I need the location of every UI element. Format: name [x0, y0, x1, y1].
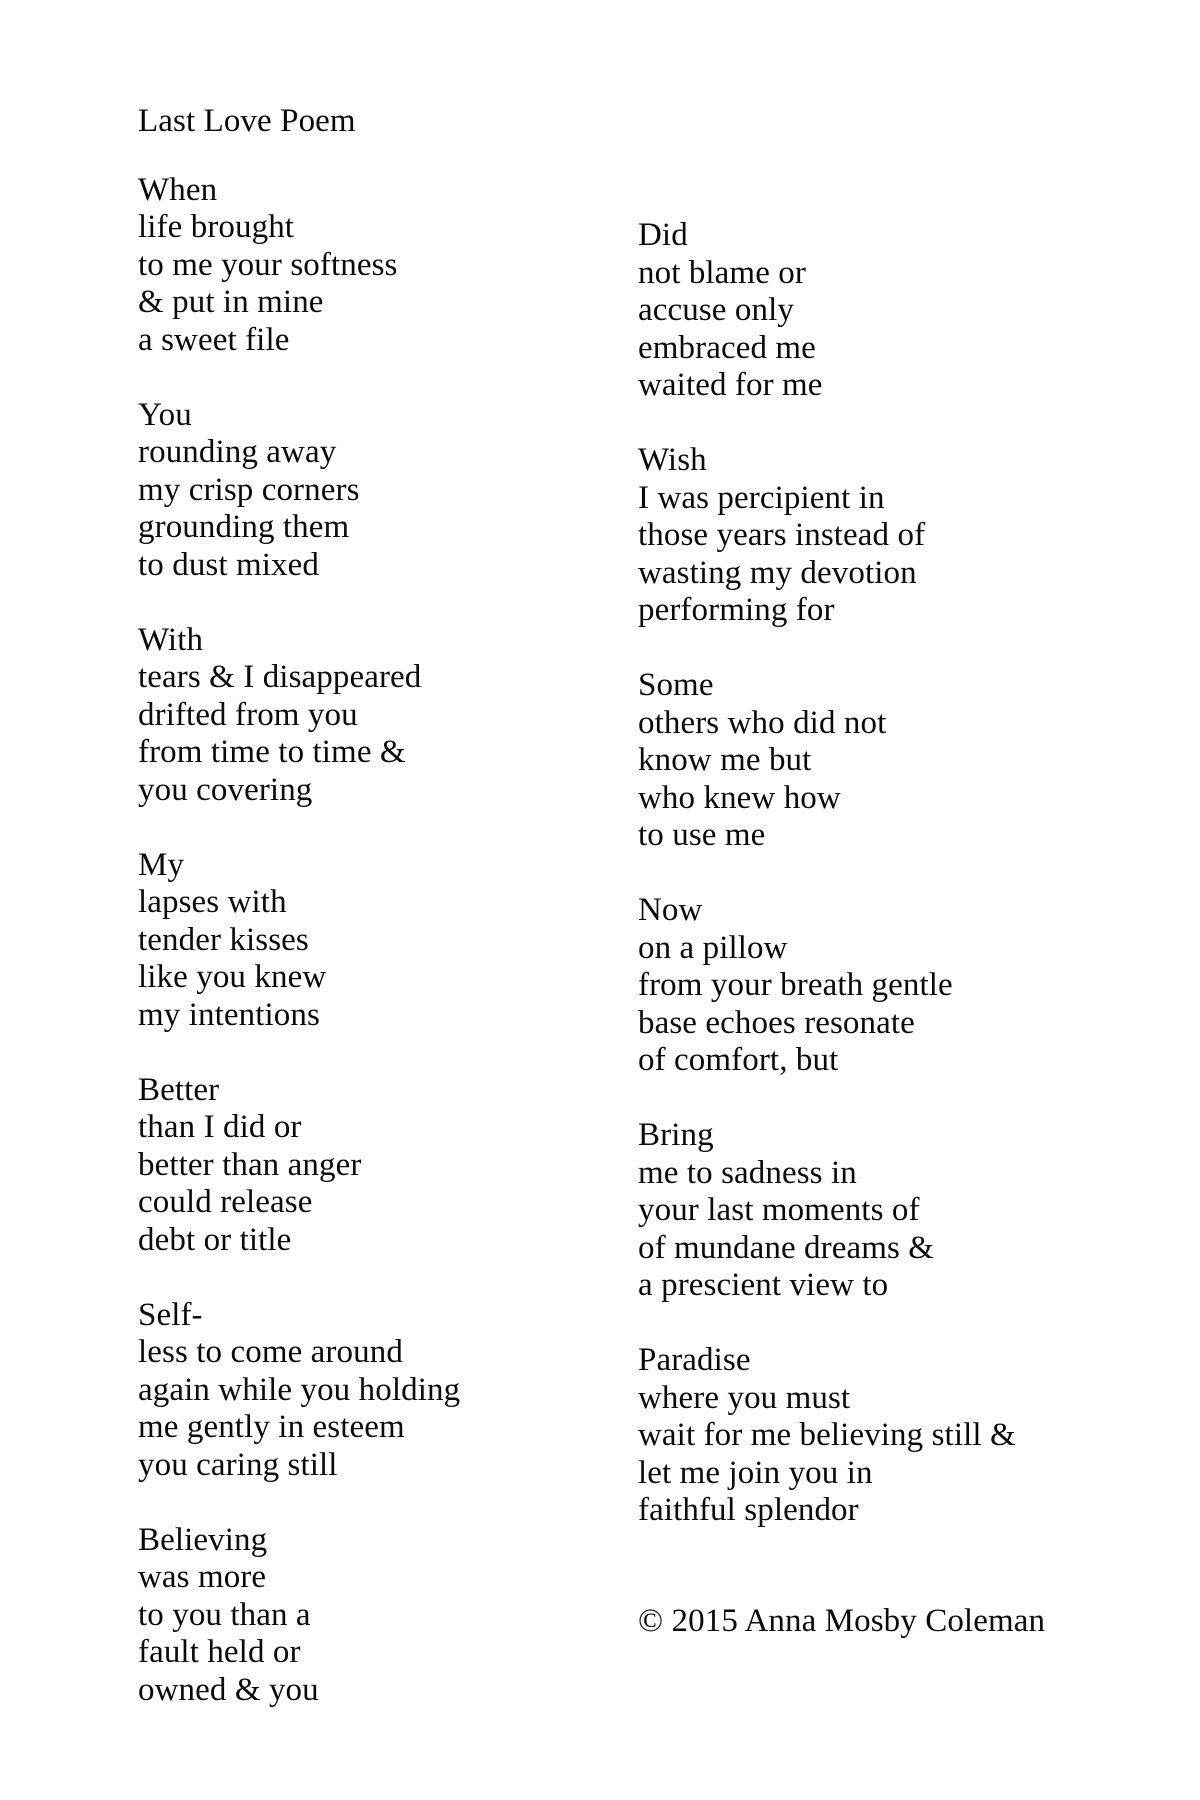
poem-line: your last moments of — [638, 1192, 920, 1228]
poem-stanza — [138, 1297, 460, 1485]
poem-line: wait for me believing still & — [638, 1417, 1016, 1453]
poem-line: You — [138, 396, 192, 433]
poem-line: debt or title — [138, 1221, 292, 1258]
poem-line: faithful splendor — [638, 1492, 859, 1528]
poem-stanza — [138, 172, 460, 360]
poem-line: less to come around — [138, 1334, 403, 1370]
poem-line: When — [138, 171, 218, 208]
poem-line: grounding them — [138, 509, 350, 545]
poem-line: tender kisses — [138, 921, 309, 958]
poem-line: owned & you — [138, 1671, 319, 1708]
left-stanzas — [138, 172, 460, 1710]
poem-line: fault held or — [138, 1634, 301, 1670]
poem-line: lapses with — [138, 884, 287, 920]
poem-line: you covering — [138, 771, 313, 808]
poem-stanza — [138, 1072, 460, 1260]
poem-line: who knew how — [638, 779, 841, 816]
poem-line: performing for — [638, 592, 835, 628]
poem-line: not blame or — [638, 254, 806, 291]
poem-line: was more — [138, 1559, 267, 1595]
poem-line: Now — [638, 892, 703, 928]
poem-line: I was percipient in — [638, 479, 885, 516]
poem-line: accuse only — [638, 292, 794, 328]
poem-line: a sweet file — [138, 321, 290, 358]
poem-line: My — [138, 846, 185, 883]
poem-line: where you must — [638, 1379, 851, 1416]
poem-line: Wish — [638, 442, 707, 478]
copyright-line: © 2015 Anna Mosby Coleman — [638, 1602, 1046, 1639]
poem-line: to dust mixed — [138, 546, 319, 583]
poem-line: from time to time & — [138, 734, 406, 770]
poem-line: again while you holding — [138, 1371, 461, 1408]
poem-line: you caring still — [138, 1446, 338, 1483]
poem-line: of comfort, but — [638, 1042, 839, 1078]
poem-stanza — [638, 217, 1045, 405]
poem-line: & put in mine — [138, 284, 324, 320]
poem-line: my crisp corners — [138, 471, 360, 508]
poem-line: drifted from you — [138, 696, 358, 733]
poem-line: better than anger — [138, 1146, 362, 1183]
poem-line: than I did or — [138, 1109, 302, 1145]
poem-line: to use me — [638, 817, 766, 853]
poem-line: Did — [638, 217, 688, 253]
poem-stanza — [638, 667, 1045, 855]
poem-line: others who did not — [638, 704, 887, 741]
poem-line: life brought — [138, 209, 295, 245]
poem-line: me gently in esteem — [138, 1409, 405, 1445]
right-stanzas — [638, 217, 1045, 1530]
poem-line: on a pillow — [638, 929, 788, 966]
poem-line: Some — [638, 667, 714, 703]
poem-line: a prescient view to — [638, 1267, 889, 1303]
poem-column-right — [638, 217, 1045, 1640]
poem-title: Last Love Poem — [138, 103, 356, 139]
poem-line: my intentions — [138, 996, 320, 1033]
poem-line: base echoes resonate — [638, 1004, 915, 1041]
poem-stanza — [138, 847, 460, 1035]
poem-line: tears & I disappeared — [138, 659, 422, 695]
poem-line: With — [138, 621, 204, 658]
poem-line: waited for me — [638, 367, 823, 403]
poem-stanza — [638, 442, 1045, 630]
poem-line: Better — [138, 1071, 220, 1108]
poem-line: Bring — [638, 1117, 714, 1153]
poem-line: could release — [138, 1184, 313, 1220]
poem-line: know me but — [638, 742, 812, 778]
poem-line: those years instead of — [638, 517, 926, 553]
poem-line: from your breath gentle — [638, 967, 953, 1003]
poem-line: Believing — [138, 1521, 268, 1558]
poem-line: to me your softness — [138, 246, 398, 283]
poem-line: let me join you in — [638, 1454, 873, 1491]
poem-line: wasting my devotion — [638, 554, 917, 591]
poem-line: of mundane dreams & — [638, 1229, 935, 1266]
poem-line: like you knew — [138, 959, 327, 995]
poem-stanza — [138, 397, 460, 585]
poem-stanza — [138, 622, 460, 810]
poem-stanza — [638, 1342, 1045, 1530]
poem-line: embraced me — [638, 329, 816, 366]
poem-stanza — [138, 1522, 460, 1710]
poem-line: me to sadness in — [638, 1154, 857, 1191]
poem-line: to you than a — [138, 1596, 311, 1633]
poem-line: Self- — [138, 1296, 203, 1333]
poem-line: rounding away — [138, 434, 337, 470]
poem-stanza — [638, 1117, 1045, 1305]
poem-stanza — [638, 892, 1045, 1080]
poem-line: Paradise — [638, 1342, 751, 1378]
poem-column-left — [138, 103, 460, 1709]
